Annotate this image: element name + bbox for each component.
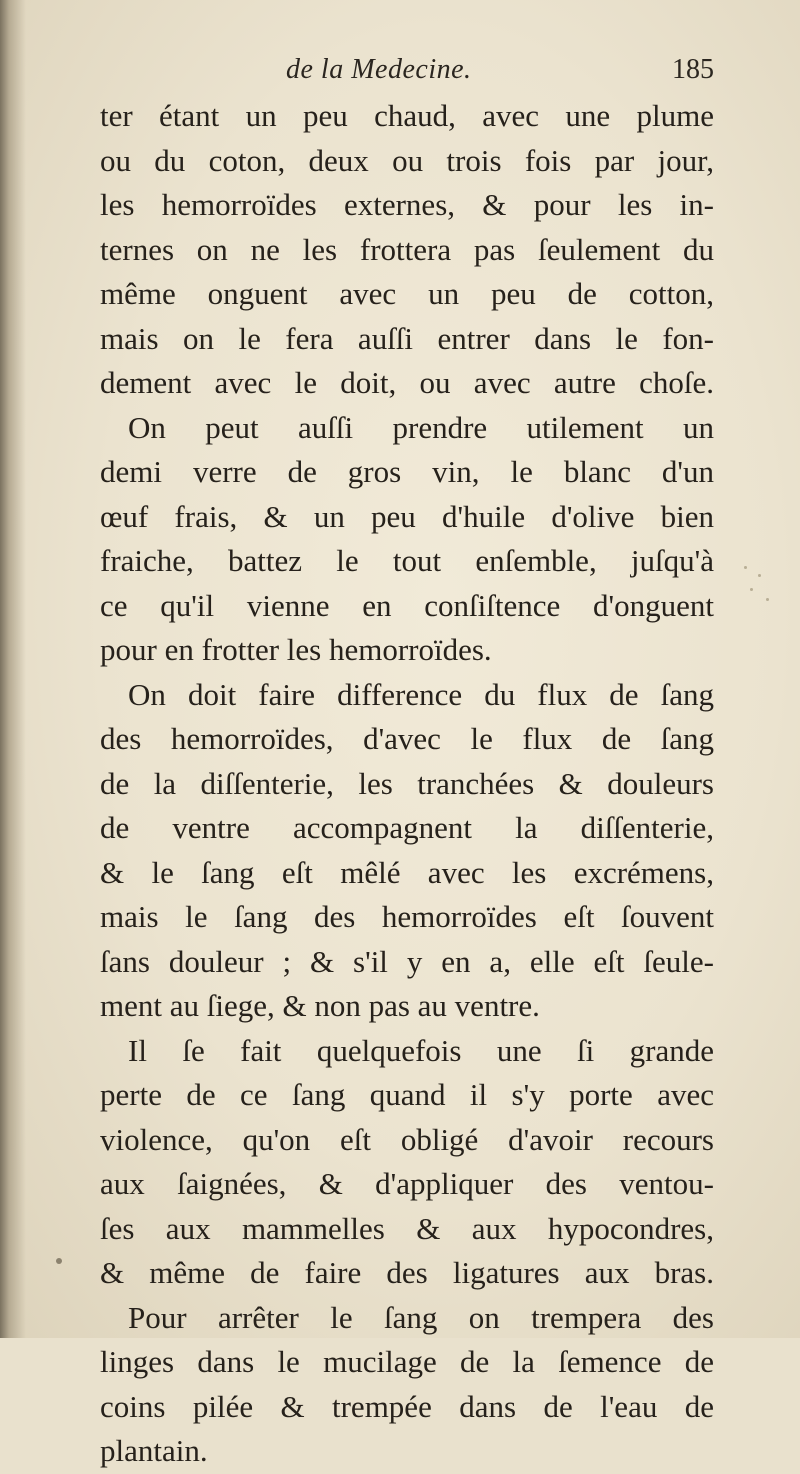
text-line: fraiche, battez le tout enſemble, juſqu'à: [100, 543, 714, 578]
margin-ink-mark: [56, 1258, 62, 1264]
text-line: coins pilée & trempée dans de l'eau de: [100, 1388, 714, 1424]
page-number: 185: [672, 54, 714, 85]
text-line: œuf frais, & un peu d'huile d'olive bien: [100, 498, 714, 534]
text-line: même onguent avec un peu de cotton,: [100, 276, 714, 311]
text-line: ternes on ne les frottera pas ſeulement du: [100, 231, 714, 267]
body-text: [100, 94, 714, 1474]
text-line: ce qu'il vienne en conſiſtence d'onguent: [100, 587, 714, 623]
text-line: ou du coton, deux ou trois fois par jour,: [100, 142, 714, 178]
text-line: des hemorroïdes, d'avec le flux de ſang: [100, 721, 714, 756]
paragraph-end-line: pour en frotter les hemorroïdes.: [100, 632, 492, 667]
paragraph-start-line: On doit faire difference du flux de ſang: [128, 676, 714, 712]
text-line: violence, qu'on eſt obligé d'avoir recours: [100, 1121, 714, 1157]
text-line: linges dans le mucilage de la ſemence de: [100, 1344, 714, 1379]
paper-speck: [766, 598, 769, 601]
text-line: & même de faire des ligatures aux bras.: [100, 1255, 714, 1290]
paragraph-start-line: On peut auſſi prendre utilement un: [128, 409, 714, 445]
paragraph-end-line: ment au ſiege, & non pas au ventre.: [100, 988, 540, 1023]
paragraph-end-line: plantain.: [100, 1433, 208, 1468]
text-line: demi verre de gros vin, le blanc d'un: [100, 454, 714, 489]
paper-speck: [758, 574, 761, 577]
binding-gutter: [0, 0, 26, 1338]
text-line: mais le ſang des hemorroïdes eſt ſouvent: [100, 899, 714, 934]
text-line: de ventre accompagnent la diſſenterie,: [100, 810, 714, 845]
text-line: ter étant un peu chaud, avec une plume: [100, 98, 714, 133]
text-line: de la diſſenterie, les tranchées & douleurs: [100, 765, 714, 801]
text-line: les hemorroïdes externes, & pour les in-: [100, 187, 714, 222]
page-header: [100, 54, 714, 94]
paragraph-start-line: Pour arrêter le ſang on trempera des: [128, 1299, 714, 1335]
text-line: perte de ce ſang quand il s'y porte avec: [100, 1077, 714, 1112]
text-line: & le ſang eſt mêlé avec les excrémens,: [100, 854, 714, 890]
paper-speck: [750, 588, 753, 591]
text-line: dement avec le doit, ou avec autre choſe.: [100, 365, 714, 400]
running-title: de la Medecine.: [286, 54, 472, 85]
text-line: mais on le fera auſſi entrer dans le fon-: [100, 320, 714, 356]
paragraph-start-line: Il ſe fait quelquefois une ſi grande: [128, 1032, 714, 1068]
text-line: ſes aux mammelles & aux hypocondres,: [100, 1210, 714, 1246]
paper-specks: [740, 560, 780, 620]
paper-speck: [744, 566, 747, 569]
text-line: aux ſaignées, & d'appliquer des ventou-: [100, 1166, 714, 1201]
text-line: ſans douleur ; & s'il y en a, elle eſt ſeule-: [100, 943, 714, 979]
